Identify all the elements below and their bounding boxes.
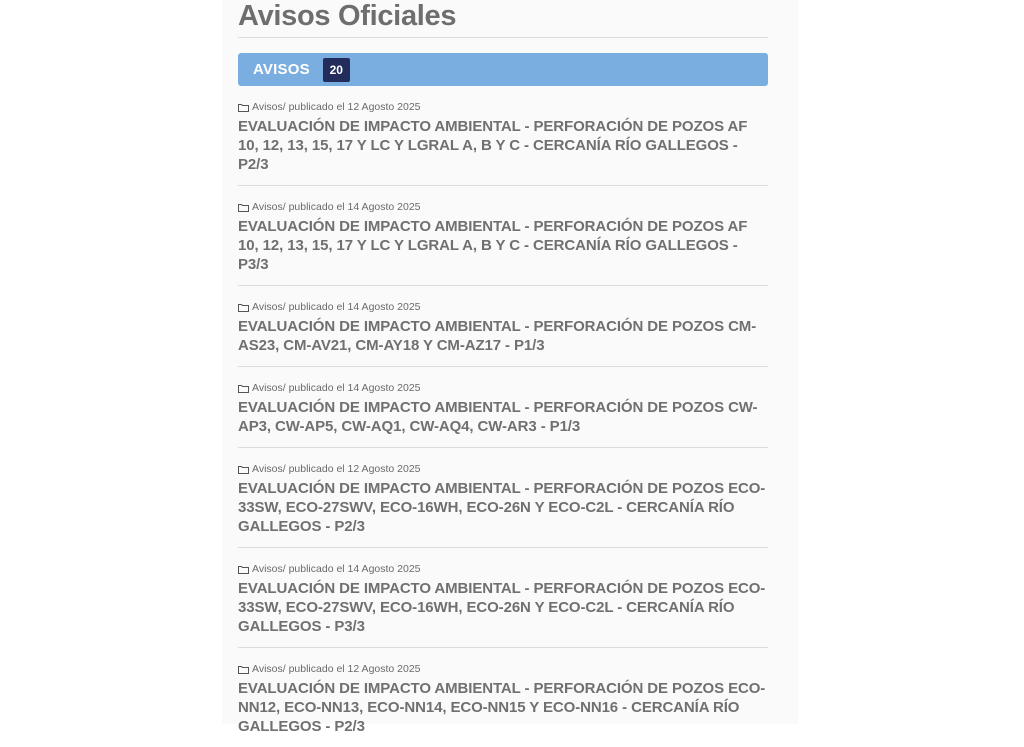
list-item <box>238 286 768 367</box>
list-item <box>238 186 768 286</box>
notice-title-link[interactable]: EVALUACIÓN DE IMPACTO AMBIENTAL - PERFORACIÓN DE POZOS AF 10, 12, 13, 15, 17 Y LC Y LGRAL A, B Y C - CERCANÍA RÍO GALLEGOS - P2/3 <box>238 118 748 173</box>
folder-icon <box>238 665 249 674</box>
notice-title-link[interactable]: EVALUACIÓN DE IMPACTO AMBIENTAL - PERFORACIÓN DE POZOS CM-AS23, CM-AV21, CM-AY18 Y CM-AZ17 - P1/3 <box>238 318 757 354</box>
list-item <box>238 648 768 747</box>
notice-date: / publicado el 12 Agosto 2025 <box>282 463 421 475</box>
list-item <box>238 548 768 648</box>
notice-date: / publicado el 14 Agosto 2025 <box>282 201 421 213</box>
avisos-section-header <box>238 53 768 86</box>
notice-meta <box>238 300 768 314</box>
notice-title-link[interactable]: EVALUACIÓN DE IMPACTO AMBIENTAL - PERFORACIÓN DE POZOS CW-AP3, CW-AP5, CW-AQ1, CW-AQ4, CW-AR3 - P1/3 <box>238 399 758 435</box>
notice-meta <box>238 562 768 576</box>
folder-icon <box>238 565 249 574</box>
main-content <box>238 0 768 747</box>
list-item <box>238 86 768 186</box>
folder-icon <box>238 465 249 474</box>
notice-category-link[interactable]: Avisos <box>252 563 283 575</box>
notice-date: / publicado el 12 Agosto 2025 <box>282 663 421 675</box>
list-item <box>238 448 768 548</box>
notice-category-link[interactable]: Avisos <box>252 101 283 113</box>
notice-date: / publicado el 14 Agosto 2025 <box>282 382 421 394</box>
notice-meta <box>238 100 768 114</box>
notice-category-link[interactable]: Avisos <box>252 663 283 675</box>
notice-list <box>238 86 768 747</box>
notice-category-link[interactable]: Avisos <box>252 463 283 475</box>
folder-icon <box>238 303 249 312</box>
notice-title-link[interactable]: EVALUACIÓN DE IMPACTO AMBIENTAL - PERFORACIÓN DE POZOS ECO-33SW, ECO-27SWV, ECO-16WH, ECO-26N Y ECO-C2L - CERCANÍA RÍO GALLEGOS - P3/3 <box>238 580 766 635</box>
notice-meta <box>238 200 768 214</box>
notice-date: / publicado el 14 Agosto 2025 <box>282 563 421 575</box>
notice-date: / publicado el 12 Agosto 2025 <box>282 101 421 113</box>
notice-meta <box>238 662 768 676</box>
notice-title-link[interactable]: EVALUACIÓN DE IMPACTO AMBIENTAL - PERFORACIÓN DE POZOS AF 10, 12, 13, 15, 17 Y LC Y LGRAL A, B Y C - CERCANÍA RÍO GALLEGOS - P3/3 <box>238 218 748 273</box>
folder-icon <box>238 203 249 212</box>
notice-category-link[interactable]: Avisos <box>252 301 283 313</box>
page-title: Avisos Oficiales <box>238 0 768 38</box>
notice-title-link[interactable]: EVALUACIÓN DE IMPACTO AMBIENTAL - PERFORACIÓN DE POZOS ECO-33SW, ECO-27SWV, ECO-16WH, ECO-26N Y ECO-C2L - CERCANÍA RÍO GALLEGOS - P2/3 <box>238 480 766 535</box>
notice-title-link[interactable]: EVALUACIÓN DE IMPACTO AMBIENTAL - PERFORACIÓN DE POZOS ECO-NN12, ECO-NN13, ECO-NN14, ECO-NN15 Y ECO-NN16 - CERCANÍA RÍO GALLEGOS - P2/3 <box>238 680 766 735</box>
notice-meta <box>238 381 768 395</box>
folder-icon <box>238 103 249 112</box>
notice-date: / publicado el 14 Agosto 2025 <box>282 301 421 313</box>
notice-category-link[interactable]: Avisos <box>252 201 283 213</box>
count-badge: 20 <box>323 58 350 82</box>
list-item <box>238 367 768 448</box>
section-label: AVISOS <box>253 61 310 78</box>
folder-icon <box>238 384 249 393</box>
notice-category-link[interactable]: Avisos <box>252 382 283 394</box>
notice-meta <box>238 462 768 476</box>
